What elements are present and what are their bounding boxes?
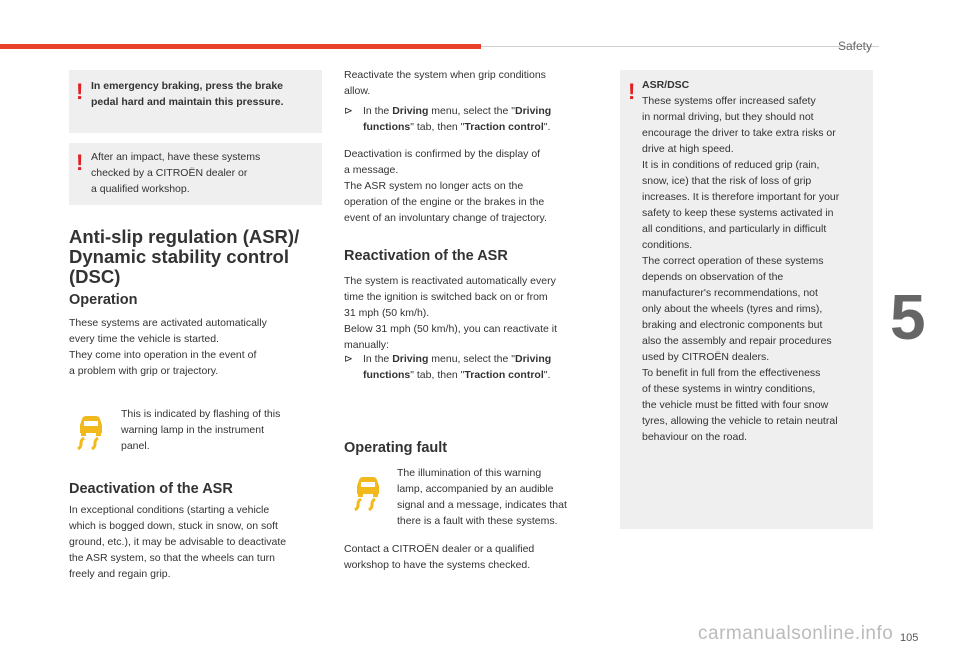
info-line: used by CITROËN dealers. — [642, 351, 770, 363]
operation-text: These systems are activated automatically every time the vehicle is started. They come into operation in the event of a problem with grip or trajectory. — [69, 317, 267, 377]
info-line: depends on observation of the — [642, 271, 784, 283]
instruction-step-deactivate: ⊳ In the Driving menu, select the "Driving functions" tab, then "Traction control". — [344, 105, 552, 133]
exclamation-icon: ! — [76, 150, 84, 175]
info-line: manufacturer's recommendations, not — [642, 287, 818, 299]
skid-warning-lamp-icon — [74, 413, 108, 451]
info-line: These systems offer increased safety — [642, 95, 816, 107]
info-line: It is in conditions of reduced grip (rain, — [642, 159, 820, 171]
exclamation-icon: ! — [628, 79, 636, 104]
info-line: tyres, allowing the vehicle to retain neutral — [642, 415, 838, 427]
info-line: To benefit in full from the effectiveness — [642, 367, 821, 379]
info-line: safety to keep these systems activated in — [642, 207, 834, 219]
info-line: encourage the driver to take extra risks or — [642, 127, 836, 139]
heading-reactivation: Reactivation of the ASR — [344, 248, 508, 264]
info-box-title: ASR/DSC — [642, 79, 690, 91]
page-number: 105 — [900, 632, 919, 644]
info-line: The correct operation of these systems — [642, 255, 824, 267]
warning-box-emergency-braking — [69, 70, 322, 133]
section-label: Safety — [838, 39, 873, 53]
header-rule — [481, 46, 879, 47]
info-box-asr-dsc — [620, 70, 873, 529]
chapter-number: 5 — [890, 281, 926, 353]
heading-operation: Operation — [69, 292, 138, 308]
info-line: behaviour on the road. — [642, 431, 748, 443]
info-line: braking and electronic components but — [642, 319, 823, 331]
exclamation-icon: ! — [76, 79, 84, 104]
warning-text: In emergency braking, press the brake pedal hard and maintain this pressure. — [91, 80, 284, 108]
deactivation-confirmation-text: Deactivation is confirmed by the display of a message. The ASR system no longer acts on the operation of the engine or the brakes in the event of an involuntary change of trajectory. — [344, 148, 547, 224]
arrow-bullet-icon: ⊳ — [344, 353, 353, 365]
info-line: all conditions, and particularly in difficult — [642, 223, 827, 235]
page-title: Anti-slip regulation (ASR)/ Dynamic stability control (DSC) — [69, 226, 300, 287]
info-line: in normal driving, but they should not — [642, 111, 814, 123]
instruction-step-reactivate: ⊳ In the Driving menu, select the "Driving functions" tab, then "Traction control". — [344, 353, 552, 381]
heading-deactivation: Deactivation of the ASR — [69, 481, 233, 497]
fault-description: The illumination of this warning lamp, accompanied by an audible signal and a message, indicates that there is a fault with these systems. — [397, 467, 567, 527]
skid-warning-lamp-icon — [351, 474, 385, 512]
info-line: increases. It is therefore important for your — [642, 191, 840, 203]
contact-text: Contact a CITROËN dealer or a qualified workshop to have the systems checked. — [344, 543, 535, 571]
warning-box-after-impact — [69, 143, 322, 205]
lamp-description: This is indicated by flashing of this warning lamp in the instrument panel. — [121, 408, 281, 452]
reactivate-note: Reactivate the system when grip conditions allow. — [344, 69, 546, 97]
watermark: carmanualsonline.info — [698, 623, 894, 644]
info-line: drive at high speed. — [642, 143, 734, 155]
info-line: snow, ice) that the risk of loss of grip — [642, 175, 812, 187]
info-line: the vehicle must be fitted with four snow — [642, 399, 829, 411]
warning-text: After an impact, have these systems checked by a CITROËN dealer or a qualified workshop. — [91, 151, 261, 195]
info-line: only about the wheels (tyres and rims), — [642, 303, 823, 315]
info-box-body — [642, 93, 872, 445]
arrow-bullet-icon: ⊳ — [344, 105, 353, 117]
reactivation-text: The system is reactivated automatically every time the ignition is switched back on or from 31 mph (50 km/h). Below 31 mph (50 km/h), you can reactivate it manually: — [344, 275, 558, 351]
header-accent-bar — [0, 44, 481, 49]
info-line: also the assembly and repair procedures — [642, 335, 832, 347]
heading-operating-fault: Operating fault — [344, 440, 448, 456]
deactivation-text: In exceptional conditions (starting a vehicle which is bogged down, stuck in snow, on soft ground, etc.), it may be advisable to deactivate the ASR system, so that the wheels can turn freely and regain grip. — [69, 504, 287, 580]
info-box-text — [642, 77, 872, 445]
info-line: of these systems in wintry conditions, — [642, 383, 816, 395]
info-line: conditions. — [642, 239, 693, 251]
